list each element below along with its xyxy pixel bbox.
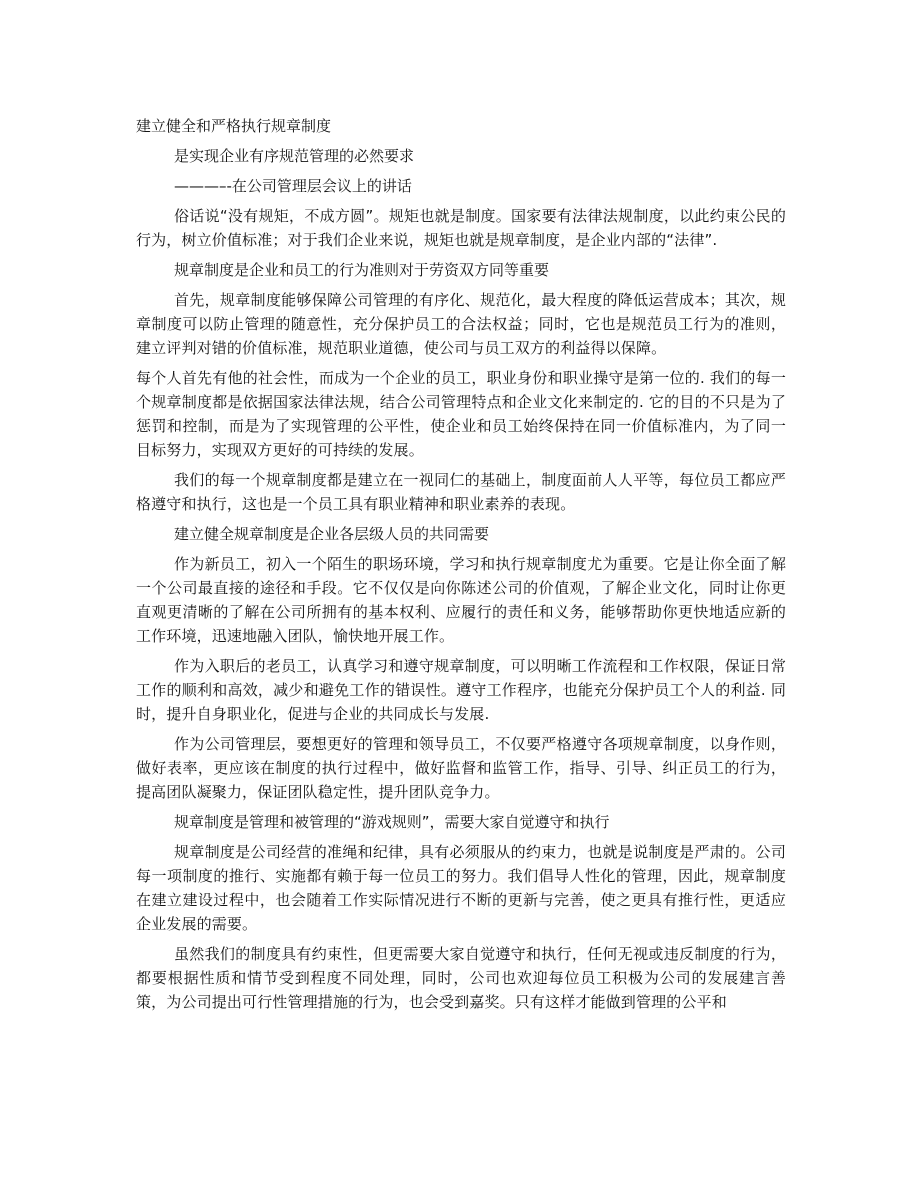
- paragraph: 规章制度是公司经营的准绳和纪律，具有必须服从的约束力，也就是说制度是严肃的。公司每一项制度的推行、实施都有赖于每一位员工的努力。我们倡导人性化的管理，因此，规章制度在建立建设过程中，也会随着工作实际情况进行不断的更新与完善，使之更具有推行性，更适应企业发展的需要。: [136, 843, 786, 933]
- paragraph: 作为入职后的老员工，认真学习和遵守规章制度，可以明晰工作流程和工作权限，保证日常工作的顺利和高效，减少和避免工作的错误性。遵守工作程序，也能充分保护员工个人的利益. 同时，提升自身职业化，促进与企业的共同成长与发展.: [136, 657, 786, 723]
- paragraph: 我们的每一个规章制度都是建立在一视同仁的基础上，制度面前人人平等，每位员工都应严格遵守和执行，这也是一个员工具有职业精神和职业素养的表现。: [136, 471, 786, 513]
- document-byline: ———–-在公司管理层会议上的讲话: [174, 177, 412, 195]
- paragraph: 作为公司管理层，要想更好的管理和领导员工，不仅要严格遵守各项规章制度，以身作则，做好表率，更应该在制度的执行过程中，做好监督和监管工作，指导、引导、纠正员工的行为，提高团队凝聚力，保证团队稳定性，提升团队竞争力。: [136, 735, 786, 801]
- paragraph: 俗话说“没有规矩，不成方圆”。规矩也就是制度。国家要有法律法规制度，以此约束公民的行为，树立价值标准；对于我们企业来说，规矩也就是规章制度，是企业内部的“法律”.: [136, 207, 786, 249]
- document-body: [136, 114, 786, 1020]
- document-subtitle: 是实现企业有序规范管理的必然要求: [174, 147, 415, 165]
- section-heading: 建立健全规章制度是企业各层级人员的共同需要: [174, 525, 490, 543]
- section-heading: 规章制度是企业和员工的行为准则对于劳资双方同等重要: [174, 261, 550, 279]
- section-heading: 规章制度是管理和被管理的“游戏规则”，需要大家自觉遵守和执行: [174, 813, 610, 831]
- paragraph: 每个人首先有他的社会性，而成为一个企业的员工，职业身份和职业操守是第一位的. 我们的每一个规章制度都是依据国家法律法规，结合公司管理特点和企业文化来制定的. 它的目的不只是为了惩罚和控制，而是为了实现管理的公平性，使企业和员工始终保持在同一价值标准内，为了同一目标努力，实现双方更好的可持续的发展。: [136, 369, 786, 459]
- document-title: 建立健全和严格执行规章制度: [136, 117, 332, 135]
- paragraph: 虽然我们的制度具有约束性，但更需要大家自觉遵守和执行，任何无视或违反制度的行为，都要根据性质和情节受到程度不同处理，同时，公司也欢迎每位员工积极为公司的发展建言善策，为公司提出可行性管理措施的行为，也会受到嘉奖。只有这样才能做到管理的公平和: [136, 945, 786, 1011]
- paragraph: 作为新员工，初入一个陌生的职场环境，学习和执行规章制度尤为重要。它是让你全面了解一个公司最直接的途径和手段。它不仅仅是向你陈述公司的价值观，了解企业文化，同时让你更直观更清晰的了解在公司所拥有的基本权利、应履行的责任和义务，能够帮助你更快地适应新的工作环境，迅速地融入团队，愉快地开展工作。: [136, 555, 786, 645]
- paragraph: 首先，规章制度能够保障公司管理的有序化、规范化，最大程度的降低运营成本；其次，规章制度可以防止管理的随意性，充分保护员工的合法权益；同时，它也是规范员工行为的准则，建立评判对错的价值标准，规范职业道德，使公司与员工双方的利益得以保障。: [136, 291, 786, 357]
